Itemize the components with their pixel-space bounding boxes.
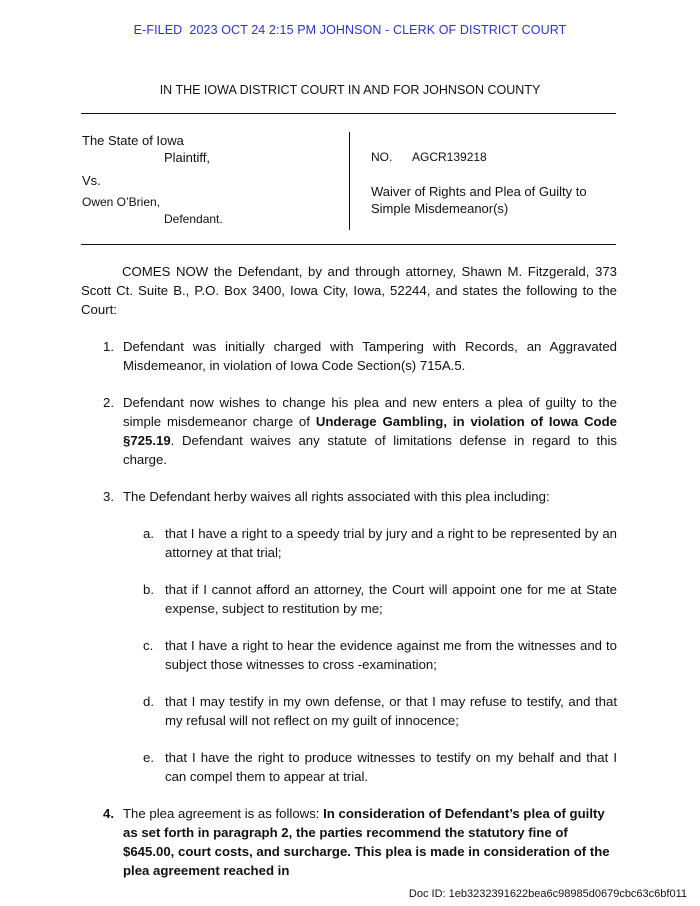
sub-text: that I have the right to produce witnesses to testify on my behalf and that I can compel them to appear at trial.: [165, 750, 617, 784]
plaintiff-name: The State of Iowa: [82, 133, 184, 148]
item-text: [123, 393, 617, 469]
defendant-name: Owen O’Brien,: [82, 195, 161, 209]
item-number: 1.: [103, 339, 114, 354]
list-item-2: [81, 393, 617, 469]
efiling-stamp: E-FILED 2023 OCT 24 2:15 PM JOHNSON - CLERK OF DISTRICT COURT: [133, 23, 567, 37]
case-number: [371, 148, 587, 166]
caption-bottom-rule: [81, 244, 616, 245]
plea-agreement-bold: In consideration of Defendant’s plea of guilty as set forth in paragraph 2, the parties recommend the statutory fine of $645.00, court costs, and surcharge. This plea is made in consideration of the plea agreement reached in: [123, 806, 610, 878]
sub-text: that if I cannot afford an attorney, the Court will appoint one for me at State expense, subject to restitution by me;: [165, 582, 617, 616]
sub-letter: a.: [143, 526, 154, 541]
document-title-line2: Simple Misdemeanor(s): [371, 201, 509, 216]
intro-paragraph: COMES NOW the Defendant, by and through attorney, Shawn M. Fitzgerald, 373 Scott Ct. Suite B., P.O. Box 3400, Iowa City, Iowa, 52244, and states the following to the Court:: [81, 264, 617, 317]
list-item-4: [81, 804, 617, 880]
sub-item-e: [143, 748, 617, 786]
list-item-3: [81, 487, 617, 506]
case-number-label: NO.: [371, 150, 393, 164]
rights-sublist: [81, 524, 617, 786]
item-text-pre: The plea agreement is as follows:: [123, 806, 324, 821]
sub-letter: b.: [143, 582, 154, 597]
caption-top-rule: [81, 113, 616, 114]
charge-bold: Underage Gambling, in violation of Iowa Code §725.19: [123, 414, 617, 448]
document-title: [371, 183, 587, 217]
plaintiff-role: Plaintiff,: [164, 150, 211, 165]
sub-text: that I have a right to hear the evidence against me from the witnesses and to subject those witnesses to cross -examination;: [165, 638, 617, 672]
item-text-pre: Defendant now wishes to change his plea and new enters a plea of guilty to the simple misdemeanor charge of: [123, 395, 617, 429]
sub-item-a: [143, 524, 617, 562]
sub-letter: e.: [143, 750, 154, 765]
sub-item-d: [143, 692, 617, 730]
caption-case-info: [371, 148, 587, 217]
sub-letter: d.: [143, 694, 154, 709]
sub-item-c: [143, 636, 617, 674]
sub-item-b: [143, 580, 617, 618]
item-number: 4.: [103, 806, 114, 821]
list-item-1: [81, 337, 617, 375]
item-text-post: . Defendant waives any statute of limitations defense in regard to this charge.: [123, 433, 617, 467]
item-text: [123, 804, 617, 880]
document-title-line1: Waiver of Rights and Plea of Guilty to: [371, 184, 587, 199]
sub-letter: c.: [143, 638, 154, 653]
document-body: [81, 262, 617, 898]
item-text: Defendant was initially charged with Tampering with Records, an Aggravated Misdemeanor, in violation of Iowa Code Section(s) 715A.5.: [123, 339, 617, 373]
court-heading: IN THE IOWA DISTRICT COURT IN AND FOR JOHNSON COUNTY: [159, 83, 541, 97]
item-text: The Defendant herby waives all rights associated with this plea including:: [123, 489, 550, 504]
sub-text: that I have a right to a speedy trial by jury and a right to be represented by an attorney at that trial;: [165, 526, 617, 560]
sub-text: that I may testify in my own defense, or that I may refuse to testify, and that my refusal will not reflect on my guilt of innocence;: [165, 694, 617, 728]
caption-divider: [349, 132, 350, 230]
item-number: 3.: [103, 489, 114, 504]
defendant-role: Defendant.: [164, 212, 223, 226]
item-number: 2.: [103, 395, 114, 410]
caption-parties: [82, 132, 223, 228]
document-id: Doc ID: 1eb3232391622bea6c98985d0679cbc63c6bf011: [408, 888, 687, 900]
versus-label: Vs.: [82, 173, 101, 188]
case-number-value: AGCR139218: [412, 150, 487, 164]
